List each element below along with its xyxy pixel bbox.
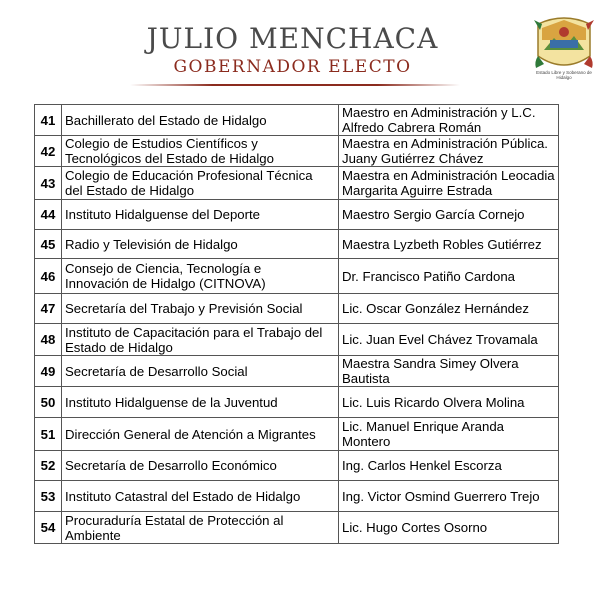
official-name-text: Dr. Francisco Patiño Cardona xyxy=(342,268,515,284)
table-row xyxy=(35,451,559,481)
table-row xyxy=(35,136,559,167)
agency-name xyxy=(62,136,339,167)
agency-name-text: Secretaría de Desarrollo Social xyxy=(65,363,248,379)
document-title: JULIO MENCHACA xyxy=(146,22,439,55)
table-row xyxy=(35,324,559,356)
row-number: 52 xyxy=(35,451,62,481)
official-name-text: Maestra Lyzbeth Robles Gutiérrez xyxy=(342,236,542,252)
agency-name-text: Radio y Televisión de Hidalgo xyxy=(65,236,238,252)
official-name-text: Ing. Victor Osmind Guerrero Trejo xyxy=(342,488,540,504)
agency-name xyxy=(62,356,339,387)
agency-name xyxy=(62,230,339,259)
table-row xyxy=(35,387,559,418)
official-name xyxy=(339,167,559,200)
official-name xyxy=(339,451,559,481)
title-underline xyxy=(130,84,460,86)
table-row xyxy=(35,167,559,200)
agency-name xyxy=(62,259,339,294)
agency-name-text: Secretaría del Trabajo y Previsión Social xyxy=(65,301,303,316)
table-row xyxy=(35,200,559,230)
agency-name xyxy=(62,294,339,324)
officials-table xyxy=(34,104,559,544)
row-number: 51 xyxy=(35,418,62,451)
table-row xyxy=(35,512,559,544)
agency-name xyxy=(62,105,339,136)
table-row xyxy=(35,418,559,451)
official-name-text: Maestro Sergio García Cornejo xyxy=(342,207,525,222)
agency-name-text: Consejo de Ciencia, Tecnología e Innovación de Hidalgo (CITNOVA) xyxy=(65,261,266,291)
agency-name-text: Dirección General de Atención a Migrantes xyxy=(65,426,316,442)
agency-name-text: Instituto Hidalguense de la Juventud xyxy=(65,394,278,410)
official-name xyxy=(339,512,559,544)
official-name xyxy=(339,136,559,167)
table-row xyxy=(35,259,559,294)
agency-name-text: Procuraduría Estatal de Protección al Ambiente xyxy=(65,512,284,543)
official-name xyxy=(339,481,559,512)
document-subtitle: GOBERNADOR ELECTO xyxy=(173,57,412,77)
row-number: 43 xyxy=(35,167,62,200)
agency-name xyxy=(62,481,339,512)
agency-name xyxy=(62,512,339,544)
row-number: 53 xyxy=(35,481,62,512)
row-number: 42 xyxy=(35,136,62,167)
official-name xyxy=(339,294,559,324)
official-name-text: Lic. Hugo Cortes Osorno xyxy=(342,520,488,535)
official-name xyxy=(339,324,559,356)
row-number: 48 xyxy=(35,324,62,356)
row-number: 41 xyxy=(35,105,62,136)
table-row xyxy=(35,294,559,324)
row-number: 49 xyxy=(35,356,62,387)
official-name-text: Lic. Luis Ricardo Olvera Molina xyxy=(342,394,525,410)
official-name xyxy=(339,356,559,387)
agency-name-text: Colegio de Educación Profesional Técnica del Estado de Hidalgo xyxy=(65,168,313,198)
official-name-text: Lic. Juan Evel Chávez Trovamala xyxy=(342,332,538,347)
official-name-text: Maestro en Administración y L.C. Alfredo Cabrera Román xyxy=(342,105,536,135)
official-name-text: Ing. Carlos Henkel Escorza xyxy=(342,458,502,473)
agency-name-text: Instituto de Capacitación para el Trabajo del Estado de Hidalgo xyxy=(65,324,323,355)
official-name xyxy=(339,387,559,418)
official-name-text: Lic. Manuel Enrique Aranda Montero xyxy=(342,419,505,449)
table-row xyxy=(35,481,559,512)
agency-name xyxy=(62,167,339,200)
official-name xyxy=(339,230,559,259)
agency-name xyxy=(62,387,339,418)
row-number: 54 xyxy=(35,512,62,544)
agency-name-text: Colegio de Estudios Científicos y Tecnológicos del Estado de Hidalgo xyxy=(65,136,274,166)
agency-name xyxy=(62,451,339,481)
table-row xyxy=(35,105,559,136)
agency-name xyxy=(62,200,339,230)
agency-name-text: Bachillerato del Estado de Hidalgo xyxy=(65,112,267,128)
row-number: 45 xyxy=(35,230,62,259)
agency-name xyxy=(62,324,339,356)
row-number: 50 xyxy=(35,387,62,418)
agency-name xyxy=(62,418,339,451)
table-row xyxy=(35,230,559,259)
official-name xyxy=(339,105,559,136)
official-name xyxy=(339,259,559,294)
official-name-text: Maestra en Administración Leocadia Margarita Aguirre Estrada xyxy=(342,168,555,198)
agency-name-text: Instituto Catastral del Estado de Hidalgo xyxy=(65,488,301,504)
official-name xyxy=(339,418,559,451)
agency-name-text: Secretaría de Desarrollo Económico xyxy=(65,458,277,473)
official-name xyxy=(339,200,559,230)
row-number: 47 xyxy=(35,294,62,324)
official-name-text: Maestra en Administración Pública. Juany Gutiérrez Chávez xyxy=(342,136,548,166)
seal-caption: Estado Libre y Soberano de Hidalgo xyxy=(536,70,592,80)
table-row xyxy=(35,356,559,387)
agency-name-text: Instituto Hidalguense del Deporte xyxy=(65,207,261,222)
row-number: 44 xyxy=(35,200,62,230)
official-name-text: Maestra Sandra Simey Olvera Bautista xyxy=(342,356,519,386)
official-name-text: Lic. Oscar González Hernández xyxy=(342,301,529,316)
row-number: 46 xyxy=(35,259,62,294)
